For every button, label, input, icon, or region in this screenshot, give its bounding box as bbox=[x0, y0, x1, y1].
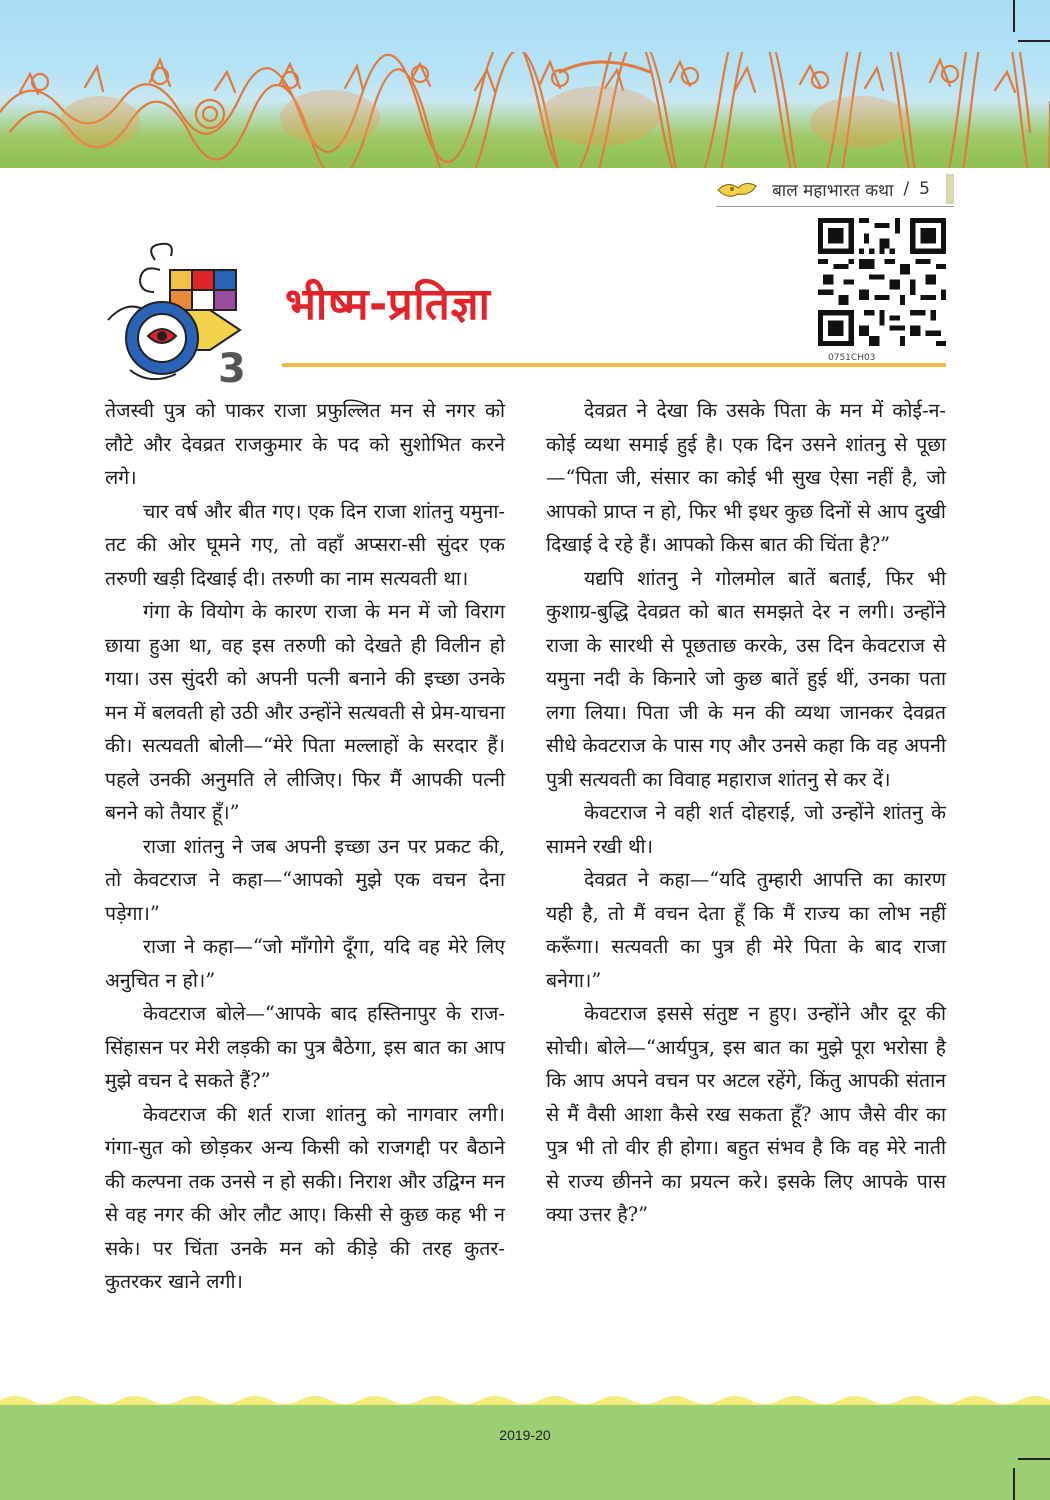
crop-mark-top-horizontal bbox=[1018, 40, 1050, 42]
footer-year: 2019-20 bbox=[499, 1427, 551, 1443]
paragraph: केवटराज ने वही शर्त दोहराई, जो उन्होंने शांतनु के सामने रखी थी। bbox=[546, 801, 946, 858]
paragraph: देवव्रत ने कहा—“यदि तुम्हारी आपत्ति का कारण यही है, तो मैं वचन देता हूँ कि मैं राज्य का लोभ नहीं करूँगा। सत्यवती का पुत्र ही मेरे पिता के बाद राजा बनेगा।” bbox=[546, 868, 946, 992]
chapter-emblem-illustration bbox=[100, 240, 260, 390]
header-rule bbox=[716, 206, 954, 207]
right-text-column bbox=[546, 394, 946, 1232]
paragraph: राजा ने कहा—“जो माँगोगे दूँगा, यदि वह मेरे लिए अनुचित न हो।” bbox=[105, 935, 505, 992]
paragraph: केवटराज इससे संतुष्ट न हुए। उन्होंने और दूर की सोची। बोले—“आर्यपुत्र, इस बात का मुझे पूरा भरोसा है कि आप अपने वचन पर अटल रहेंगे, किंतु आपकी संतान से मैं वैसी आशा कैसे रख सकता हूँ? आप जैसे वीर का पुत्र भी तो वीर ही होगा। बहुत संभव है कि वह मेरे नाती से राज्य छीनने का प्रयत्न करे। इसके लिए आपके पास क्या उत्तर है?” bbox=[546, 1002, 946, 1226]
chapter-number: 3 bbox=[218, 346, 246, 390]
left-text-column bbox=[105, 394, 505, 1299]
header-separator: / bbox=[903, 179, 910, 199]
page-number: 5 bbox=[919, 179, 930, 199]
crop-mark-bottom-horizontal bbox=[1018, 1458, 1050, 1460]
header-bar bbox=[946, 174, 954, 204]
qr-code[interactable] bbox=[818, 218, 946, 346]
paragraph: राजा शांतनु ने जब अपनी इच्छा उन पर प्रकट की, तो केवटराज ने कहा—“आपको मुझे एक वचन देना पड़ेगा।” bbox=[105, 834, 505, 925]
title-rule bbox=[282, 363, 946, 367]
top-banner bbox=[0, 0, 1050, 168]
qr-code-label: 0751CH03 bbox=[828, 353, 876, 363]
dancing-figures-illustration bbox=[0, 52, 1050, 168]
paragraph: देवव्रत ने देखा कि उसके पिता के मन में कोई-न-कोई व्यथा समाई हुई है। एक दिन उसने शांतनु से पूछा—“पिता जी, संसार का कोई भी सुख ऐसा नहीं है, जो आपको प्राप्त न हो, फिर भी इधर कुछ दिनों से आप दुखी दिखाई दे रहे हैं। आपको किस बात की चिंता है?” bbox=[546, 399, 946, 556]
paragraph: गंगा के वियोग के कारण राजा के मन में जो विराग छाया हुआ था, वह इस तरुणी को देखते ही विलीन हो गया। उस सुंदरी को अपनी पत्नी बनाने की इच्छा उनके मन में बलवती हो उठी और उन्होंने सत्यवती से प्रेम-याचना की। सत्यवती बोली—“मेरे पिता मल्लाहों के सरदार हैं। पहले उनकी अनुमति ले लीजिए। फिर मैं आपकी पत्नी बनने को तैयार हूँ।” bbox=[105, 600, 505, 824]
paragraph: यद्यपि शांतनु ने गोलमोल बातें बताईं, फिर भी कुशाग्र-बुद्धि देवव्रत को बात समझते देर न लगी। उन्होंने राजा के सारथी से पूछताछ करके, उस दिन केवटराज से यमुना नदी के किनारे जो कुछ बातें हुई थीं, उनका पता लगा लिया। पिता जी के मन की व्यथा जानकर देवव्रत सीधे केवटराज के पास गए और उनसे कहा कि वह अपनी पुत्री सत्यवती का विवाह महाराज शांतनु से कर दें। bbox=[546, 566, 946, 791]
paragraph: चार वर्ष और बीत गए। एक दिन राजा शांतनु यमुना-तट की ओर घूमने गए, तो वहाँ अप्सरा-सी सुंदर एक तरुणी खड़ी दिखाई दी। तरुणी का नाम सत्यवती था। bbox=[105, 499, 505, 590]
crop-mark-bottom bbox=[1013, 1468, 1015, 1500]
book-title: बाल महाभारत कथा bbox=[772, 180, 894, 201]
paragraph: केवटराज बोले—“आपके बाद हस्तिनापुर के राज-सिंहासन पर मेरी लड़की का पुत्र बैठेगा, इस बात का आप मुझे वचन दे सकते हैं?” bbox=[105, 1002, 505, 1092]
crop-mark-top bbox=[1013, 0, 1015, 32]
paragraph: केवटराज की शर्त राजा शांतनु को नागवार लगी। गंगा-सुत को छोड़कर अन्य किसी को राजगद्दी पर बैठाने की कल्पना तक उनसे न हो सकी। निराश और उद्विग्न मन से वह नगर की ओर लौट आए। किसी से कुछ कह भी न सके। पर चिंता उनके मन को कीड़े की तरह कुतर-कुतरकर खाने लगी। bbox=[105, 1102, 505, 1293]
running-head bbox=[716, 176, 954, 202]
ornament-icon bbox=[716, 178, 762, 200]
chapter-title: भीष्म-प्रतिज्ञा bbox=[285, 279, 491, 330]
bottom-band bbox=[0, 1405, 1050, 1500]
paragraph: तेजस्वी पुत्र को पाकर राजा प्रफुल्लित मन से नगर को लौटे और देवव्रत राजकुमार के पद को सुशोभित करने लगे। bbox=[105, 399, 505, 489]
